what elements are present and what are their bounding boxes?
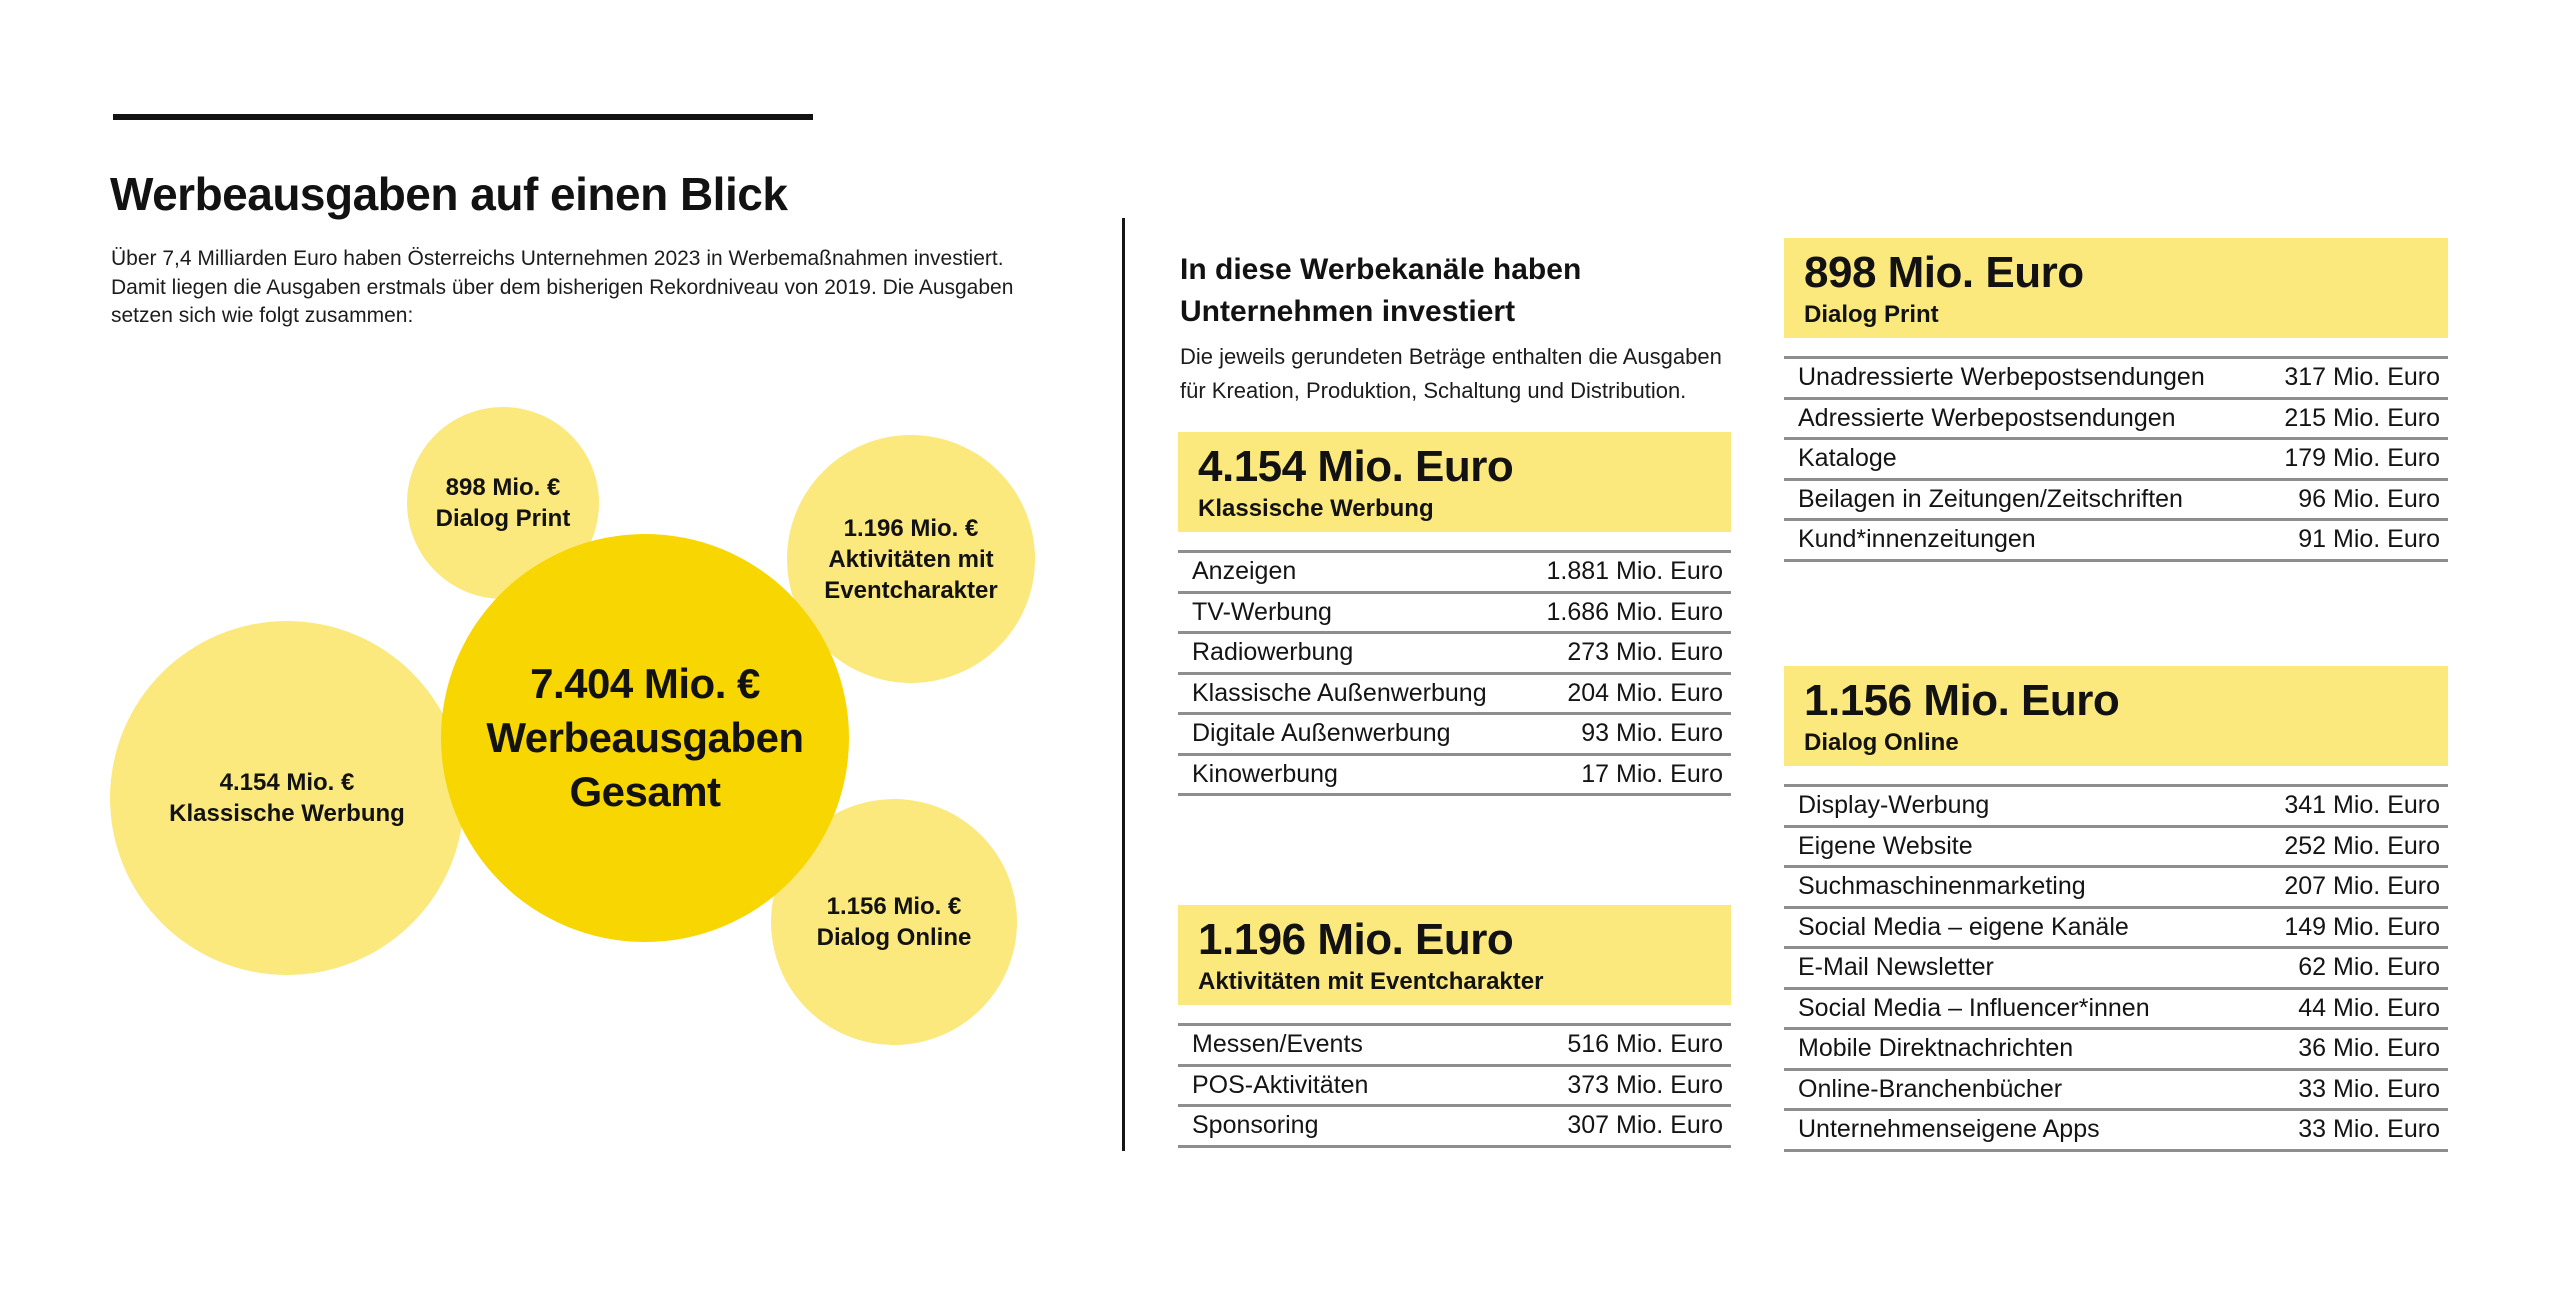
row-label: Online-Branchenbücher: [1798, 1074, 2063, 1103]
table-row: [1784, 1111, 2448, 1152]
row-label: Sponsoring: [1192, 1111, 1319, 1140]
table-dialog-print: [1784, 356, 2448, 562]
row-value: 252 Mio. Euro: [2284, 831, 2440, 860]
table-row: [1784, 787, 2448, 828]
row-label: Messen/Events: [1192, 1030, 1363, 1059]
row-value: 204 Mio. Euro: [1567, 678, 1723, 707]
column-divider: [1122, 218, 1125, 1151]
row-label: Adressierte Werbepostsendungen: [1798, 403, 2176, 432]
intro-paragraph: Über 7,4 Milliarden Euro haben Österreichs Unternehmen 2023 in Werbemaßnahmen investiert. Damit liegen die Ausgaben erstmals über dem bisherigen Rekordniveau von 2019. Die Ausgaben setzen sich wie folgt zusammen:: [111, 247, 1014, 327]
row-value: 33 Mio. Euro: [2298, 1115, 2440, 1144]
bubble-label: Aktivitäten mit: [828, 545, 994, 573]
table-row: [1784, 1071, 2448, 1112]
row-value: 179 Mio. Euro: [2284, 444, 2440, 473]
channels-subheading: Die jeweils gerundeten Beträge enthalten die Ausgaben für Kreation, Produktion, Schaltung und Distribution.: [1180, 344, 1722, 403]
bubble-total: [441, 534, 849, 942]
bubble-label: Dialog Print: [435, 505, 571, 532]
bubble-label: Gesamt: [569, 768, 721, 815]
card-dialog-print: [1784, 238, 2448, 338]
channels-heading: In diese Werbekanäle haben Unternehmen investiert: [1180, 252, 1582, 328]
row-value: 1.881 Mio. Euro: [1546, 557, 1723, 586]
bubble-amount: 898 Mio. €: [445, 474, 561, 501]
row-label: Unternehmenseigene Apps: [1798, 1115, 2100, 1144]
bubble-amount: 7.404 Mio. €: [530, 660, 760, 707]
card-category: Dialog Print: [1804, 301, 1939, 328]
page-title: Werbeausgaben auf einen Blick: [110, 167, 788, 220]
row-value: 317 Mio. Euro: [2284, 363, 2440, 392]
row-label: Beilagen in Zeitungen/Zeitschriften: [1798, 484, 2183, 513]
table-row: [1784, 521, 2448, 562]
row-label: Kund*innenzeitungen: [1798, 525, 2036, 554]
row-value: 1.686 Mio. Euro: [1546, 597, 1723, 626]
table-row: [1784, 828, 2448, 869]
row-label: Eigene Website: [1798, 831, 1973, 860]
table-row: [1178, 715, 1731, 756]
row-label: POS-Aktivitäten: [1192, 1070, 1369, 1099]
row-value: 91 Mio. Euro: [2298, 525, 2440, 554]
card-category: Klassische Werbung: [1198, 495, 1434, 522]
table-row: [1178, 1107, 1731, 1148]
row-value: 93 Mio. Euro: [1581, 719, 1723, 748]
bubble-label: Dialog Online: [816, 924, 972, 951]
row-label: Klassische Außenwerbung: [1192, 678, 1487, 707]
row-value: 273 Mio. Euro: [1567, 638, 1723, 667]
table-row: [1178, 594, 1731, 635]
card-dialog-online: [1784, 666, 2448, 766]
bubble-label: Klassische Werbung: [169, 800, 405, 827]
table-row: [1784, 400, 2448, 441]
row-value: 149 Mio. Euro: [2284, 912, 2440, 941]
bubble-amount: 4.154 Mio. €: [219, 769, 355, 796]
row-value: 516 Mio. Euro: [1567, 1030, 1723, 1059]
card-total: 898 Mio. Euro: [1804, 248, 2084, 297]
card-total: 1.156 Mio. Euro: [1804, 676, 2120, 725]
table-row: [1784, 868, 2448, 909]
card-klassische-werbung: [1178, 432, 1731, 532]
card-total: 1.196 Mio. Euro: [1198, 915, 1514, 964]
table-row: [1178, 1026, 1731, 1067]
table-row: [1784, 1030, 2448, 1071]
row-value: 341 Mio. Euro: [2284, 791, 2440, 820]
row-value: 96 Mio. Euro: [2298, 484, 2440, 513]
row-value: 215 Mio. Euro: [2284, 403, 2440, 432]
card-eventcharakter: [1178, 905, 1731, 1005]
bubble-label: Eventcharakter: [824, 576, 998, 604]
table-dialog-online: [1784, 784, 2448, 1152]
row-label: Kinowerbung: [1192, 759, 1338, 788]
row-label: E-Mail Newsletter: [1798, 953, 1994, 982]
table-row: [1178, 756, 1731, 797]
bubble-label: Werbeausgaben: [486, 714, 804, 761]
row-value: 307 Mio. Euro: [1567, 1111, 1723, 1140]
row-label: Display-Werbung: [1798, 791, 1990, 820]
row-label: Radiowerbung: [1192, 638, 1354, 667]
row-label: Suchmaschinenmarketing: [1798, 872, 2086, 901]
row-label: Mobile Direktnachrichten: [1798, 1034, 2074, 1063]
title-rule: [113, 114, 813, 120]
row-label: TV-Werbung: [1192, 597, 1332, 626]
row-label: Kataloge: [1798, 444, 1897, 473]
table-eventcharakter: [1178, 1023, 1731, 1148]
table-row: [1784, 481, 2448, 522]
row-label: Anzeigen: [1192, 557, 1297, 586]
row-value: 33 Mio. Euro: [2298, 1074, 2440, 1103]
table-row: [1178, 1067, 1731, 1108]
card-category: Dialog Online: [1804, 729, 1959, 756]
table-row: [1784, 909, 2448, 950]
row-label: Social Media – Influencer*innen: [1798, 993, 2150, 1022]
table-klassische-werbung: [1178, 550, 1731, 796]
bubble-klassische-werbung: [110, 621, 464, 975]
table-row: [1784, 359, 2448, 400]
table-row: [1784, 440, 2448, 481]
card-total: 4.154 Mio. Euro: [1198, 442, 1514, 491]
bubble-amount: 1.156 Mio. €: [826, 893, 962, 920]
table-row: [1178, 553, 1731, 594]
table-row: [1784, 990, 2448, 1031]
row-value: 373 Mio. Euro: [1567, 1070, 1723, 1099]
row-value: 17 Mio. Euro: [1581, 759, 1723, 788]
table-row: [1178, 675, 1731, 716]
row-value: 207 Mio. Euro: [2284, 872, 2440, 901]
row-label: Digitale Außenwerbung: [1192, 719, 1451, 748]
bubble-amount: 1.196 Mio. €: [843, 514, 979, 542]
table-row: [1784, 949, 2448, 990]
row-value: 36 Mio. Euro: [2298, 1034, 2440, 1063]
card-category: Aktivitäten mit Eventcharakter: [1198, 968, 1544, 995]
row-label: Unadressierte Werbepostsendungen: [1798, 363, 2205, 392]
row-label: Social Media – eigene Kanäle: [1798, 912, 2129, 941]
row-value: 44 Mio. Euro: [2298, 993, 2440, 1022]
table-row: [1178, 634, 1731, 675]
row-value: 62 Mio. Euro: [2298, 953, 2440, 982]
